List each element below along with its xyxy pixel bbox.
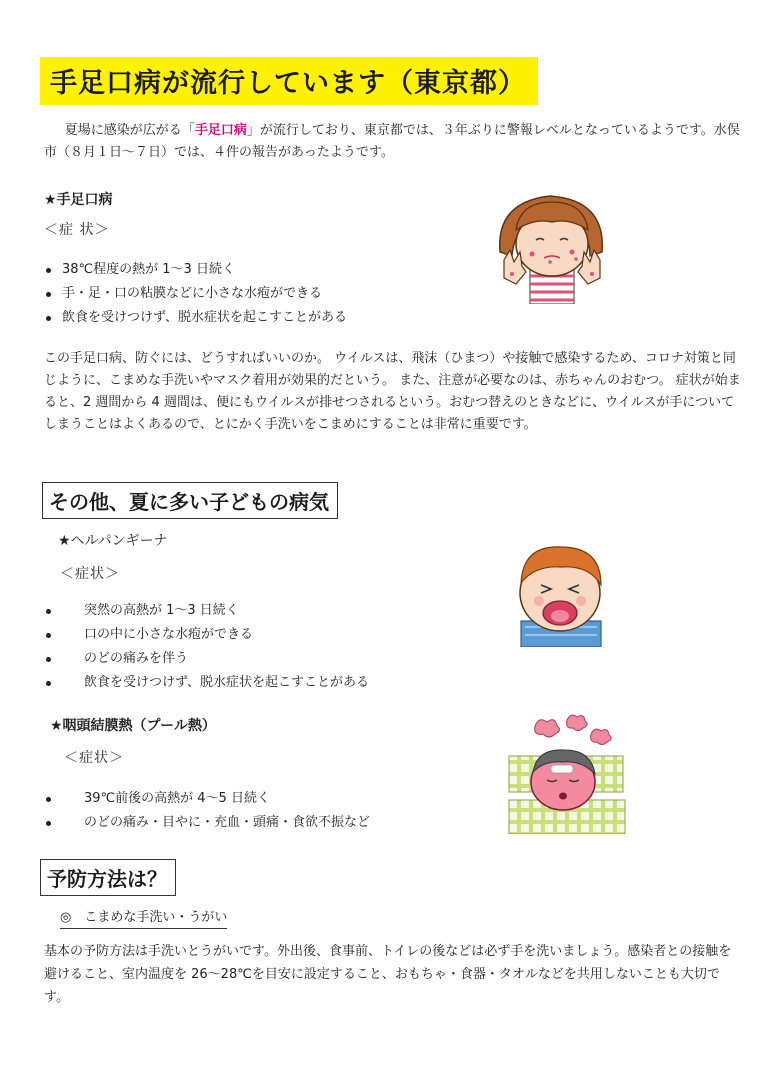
list-item: 突然の高熱が 1～3 日続く bbox=[46, 599, 369, 623]
intro-paragraph bbox=[44, 120, 744, 164]
list-item: 口の中に小さな水疱ができる bbox=[46, 623, 369, 647]
boy-illustration-icon bbox=[505, 535, 615, 647]
fever-child-illustration-icon bbox=[505, 712, 627, 834]
hfmd-symptoms-label: ＜症 状＞ bbox=[44, 222, 110, 238]
list-item: のどの痛みを伴う bbox=[46, 647, 369, 671]
prevention-heading: 予防方法は？ bbox=[40, 859, 176, 896]
intro-text-after: 」が流行しており、東京都では、３年ぶりに警報レベルとなっているようです。水俣市（８月１日～７日）では、４件の報告があったようです。 bbox=[44, 123, 740, 160]
herpangina-heading: ★ヘルパンギーナ bbox=[58, 533, 168, 549]
pharyngoconjunctival-heading: ★咽頭結膜熱（プール熱） bbox=[50, 718, 216, 734]
pharyngoconjunctival-symptom-list bbox=[46, 787, 370, 835]
page-title: 手足口病が流行しています（東京都） bbox=[40, 57, 538, 105]
intro-highlight: 手足口病 bbox=[194, 123, 247, 138]
list-item: 手・足・口の粘膜などに小さな水疱ができる bbox=[46, 282, 347, 306]
list-item: 39℃前後の高熱が 4～5 日続く bbox=[46, 787, 370, 811]
prevention-paragraph: 基本の予防方法は手洗いとうがいです。外出後、食事前、トイレの後などは必ず手を洗いましょう。感染者との接触を避けること、室内温度を 26～28℃を目安に設定すること、おもちゃ・食器・タオルなどを共用しないことも大切です。 bbox=[44, 944, 732, 1005]
herpangina-symptom-list bbox=[46, 599, 369, 695]
list-item: のどの痛み・目やに・充血・頭痛・食欲不振など bbox=[46, 811, 370, 835]
hfmd-heading: ★手足口病 bbox=[44, 192, 113, 208]
list-item: 飲食を受けつけず、脱水症状を起こすことがある bbox=[46, 306, 347, 330]
hfmd-paragraph: この手足口病、防ぐには、どうすればいいのか。 ウイルスは、飛沫（ひまつ）や接触で感染するため、コロナ対策と同じように、こまめな手洗いやマスク着用が効果的だという。 また、注意が必要なのは、赤ちゃんのおむつ。 症状が始まると、2 週間から 4 週間は、便にもウイルスが排せつされるという。おむつ替えのときなどに、ウイルスが手についてしまうことはよくあるので、とにかく手洗いをこまめにすることは非常に重要です。 bbox=[44, 351, 741, 432]
hfmd-symptom-list bbox=[46, 258, 347, 330]
herpangina-symptoms-label: ＜症状＞ bbox=[60, 566, 120, 582]
list-item: 飲食を受けつけず、脱水症状を起こすことがある bbox=[46, 671, 369, 695]
girl-illustration-icon bbox=[490, 182, 615, 304]
other-diseases-heading: その他、夏に多い子どもの病気 bbox=[42, 482, 338, 519]
intro-text-before: 夏場に感染が広がる「 bbox=[64, 123, 195, 138]
list-item: 38℃程度の熱が 1～3 日続く bbox=[46, 258, 347, 282]
prevention-item: ◎ こまめな手洗い・うがい bbox=[60, 906, 227, 929]
pharyngoconjunctival-symptoms-label: ＜症状＞ bbox=[64, 750, 124, 766]
